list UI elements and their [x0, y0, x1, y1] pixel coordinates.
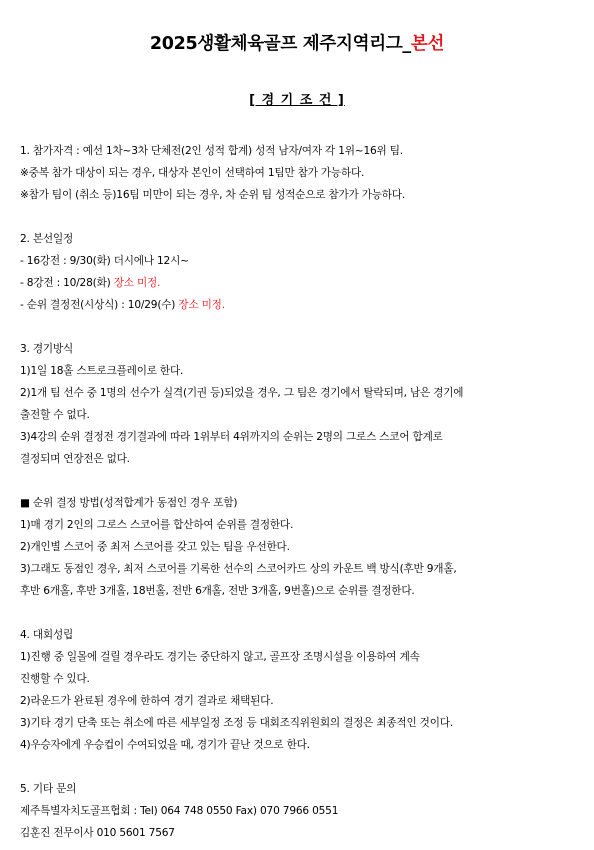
schedule-round-8-text: - 8강전 : 10/28(화) — [20, 277, 114, 289]
format-rule: 결정되며 연장전은 없다. — [20, 453, 130, 465]
format-rule: 1)1일 18홀 스트로크플레이로 한다. — [20, 365, 184, 377]
section-format — [20, 338, 580, 470]
spacer — [20, 756, 580, 778]
format-rule: 3)4강의 순위 결정전 경기결과에 따라 1위부터 4위까지의 순위는 2명의 그로스 스코어 합계로 — [20, 431, 443, 443]
schedule-round-8 — [20, 272, 580, 294]
format-rule: 출전할 수 없다. — [20, 409, 90, 421]
schedule-final — [20, 294, 580, 316]
section-eligibility — [20, 140, 580, 206]
validity-rule: 2)라운드가 완료된 경우에 한하여 경기 결과로 채택된다. — [20, 695, 274, 707]
tiebreak-rule: 3)그래도 동점인 경우, 최저 스코어를 기록한 선수의 스코어카드 상의 카운트 백 방식(후반 9개홀, — [20, 563, 457, 575]
spacer — [20, 206, 580, 228]
contact-association: 제주특별자치도골프협회 : Tel) 064 748 0550 Fax) 070 7966 0551 — [20, 805, 339, 817]
schedule-round-16: - 16강전 : 9/30(화) 더시에나 12시~ — [20, 255, 189, 267]
tiebreak-rule: 후반 6개홀, 후반 3개홀, 18번홀, 전반 6개홀, 전반 3개홀, 9번홀)으로 순위를 결정한다. — [20, 585, 415, 597]
section-schedule — [20, 228, 580, 316]
page-title — [0, 30, 594, 55]
format-rule: 2)1개 팀 선수 중 1명의 선수가 실격(기권 등)되었을 경우, 그 팀은 경기에서 탈락되며, 남은 경기에 — [20, 387, 464, 399]
spacer — [20, 602, 580, 624]
spacer — [20, 316, 580, 338]
format-heading: 3. 경기방식 — [20, 343, 74, 355]
section-contact — [20, 778, 580, 844]
schedule-round-8-venue: 장소 미정. — [113, 277, 161, 289]
validity-rule: 진행할 수 있다. — [20, 673, 90, 685]
title-main: 2025생활체육골프 제주지역리그_ — [149, 34, 411, 54]
eligibility-note-substitute: ※참가 팀이 (취소 등)16팀 미만이 되는 경우, 차 순위 팀 성적순으로 참가가 가능하다. — [20, 189, 406, 201]
tiebreak-heading: ■ 순위 결정 방법(성적합계가 동점인 경우 포함) — [20, 497, 238, 509]
section-subtitle: [ 경 기 조 건 ] — [249, 93, 345, 108]
contact-heading: 5. 기타 문의 — [20, 783, 77, 795]
eligibility-note-duplicate: ※중복 참가 대상이 되는 경우, 대상자 본인이 선택하여 1팀만 참가 가능하다. — [20, 167, 365, 179]
section-tiebreak — [20, 492, 580, 602]
validity-rule: 3)기타 경기 단축 또는 취소에 따른 세부일정 조정 등 대회조직위원회의 결정은 최종적인 것이다. — [20, 717, 453, 729]
document-body — [20, 140, 580, 844]
contact-person: 김훈진 전무이사 010 5601 7567 — [20, 827, 175, 839]
schedule-final-text: - 순위 결정전(시상식) : 10/29(수) — [20, 299, 179, 311]
title-highlight: 본선 — [410, 34, 445, 54]
tiebreak-rule: 1)매 경기 2인의 그로스 스코어를 합산하여 순위를 결정한다. — [20, 519, 294, 531]
spacer — [20, 470, 580, 492]
validity-heading: 4. 대회성립 — [20, 629, 74, 641]
schedule-final-venue: 장소 미정. — [178, 299, 225, 311]
validity-rule: 4)우승자에게 우승컵이 수여되었을 때, 경기가 끝난 것으로 한다. — [20, 739, 310, 751]
eligibility-line: 1. 참가자격 : 예선 1차~3차 단체전(2인 성적 합계) 성적 남자/여자 각 1위~16위 팀. — [20, 145, 403, 157]
schedule-heading: 2. 본선일정 — [20, 233, 74, 245]
validity-rule: 1)진행 중 일몰에 걸릴 경우라도 경기는 중단하지 않고, 골프장 조명시설을 이용하여 계속 — [20, 651, 420, 663]
section-validity — [20, 624, 580, 756]
tiebreak-rule: 2)개인별 스코어 중 최저 스코어를 갖고 있는 팀을 우선한다. — [20, 541, 290, 553]
